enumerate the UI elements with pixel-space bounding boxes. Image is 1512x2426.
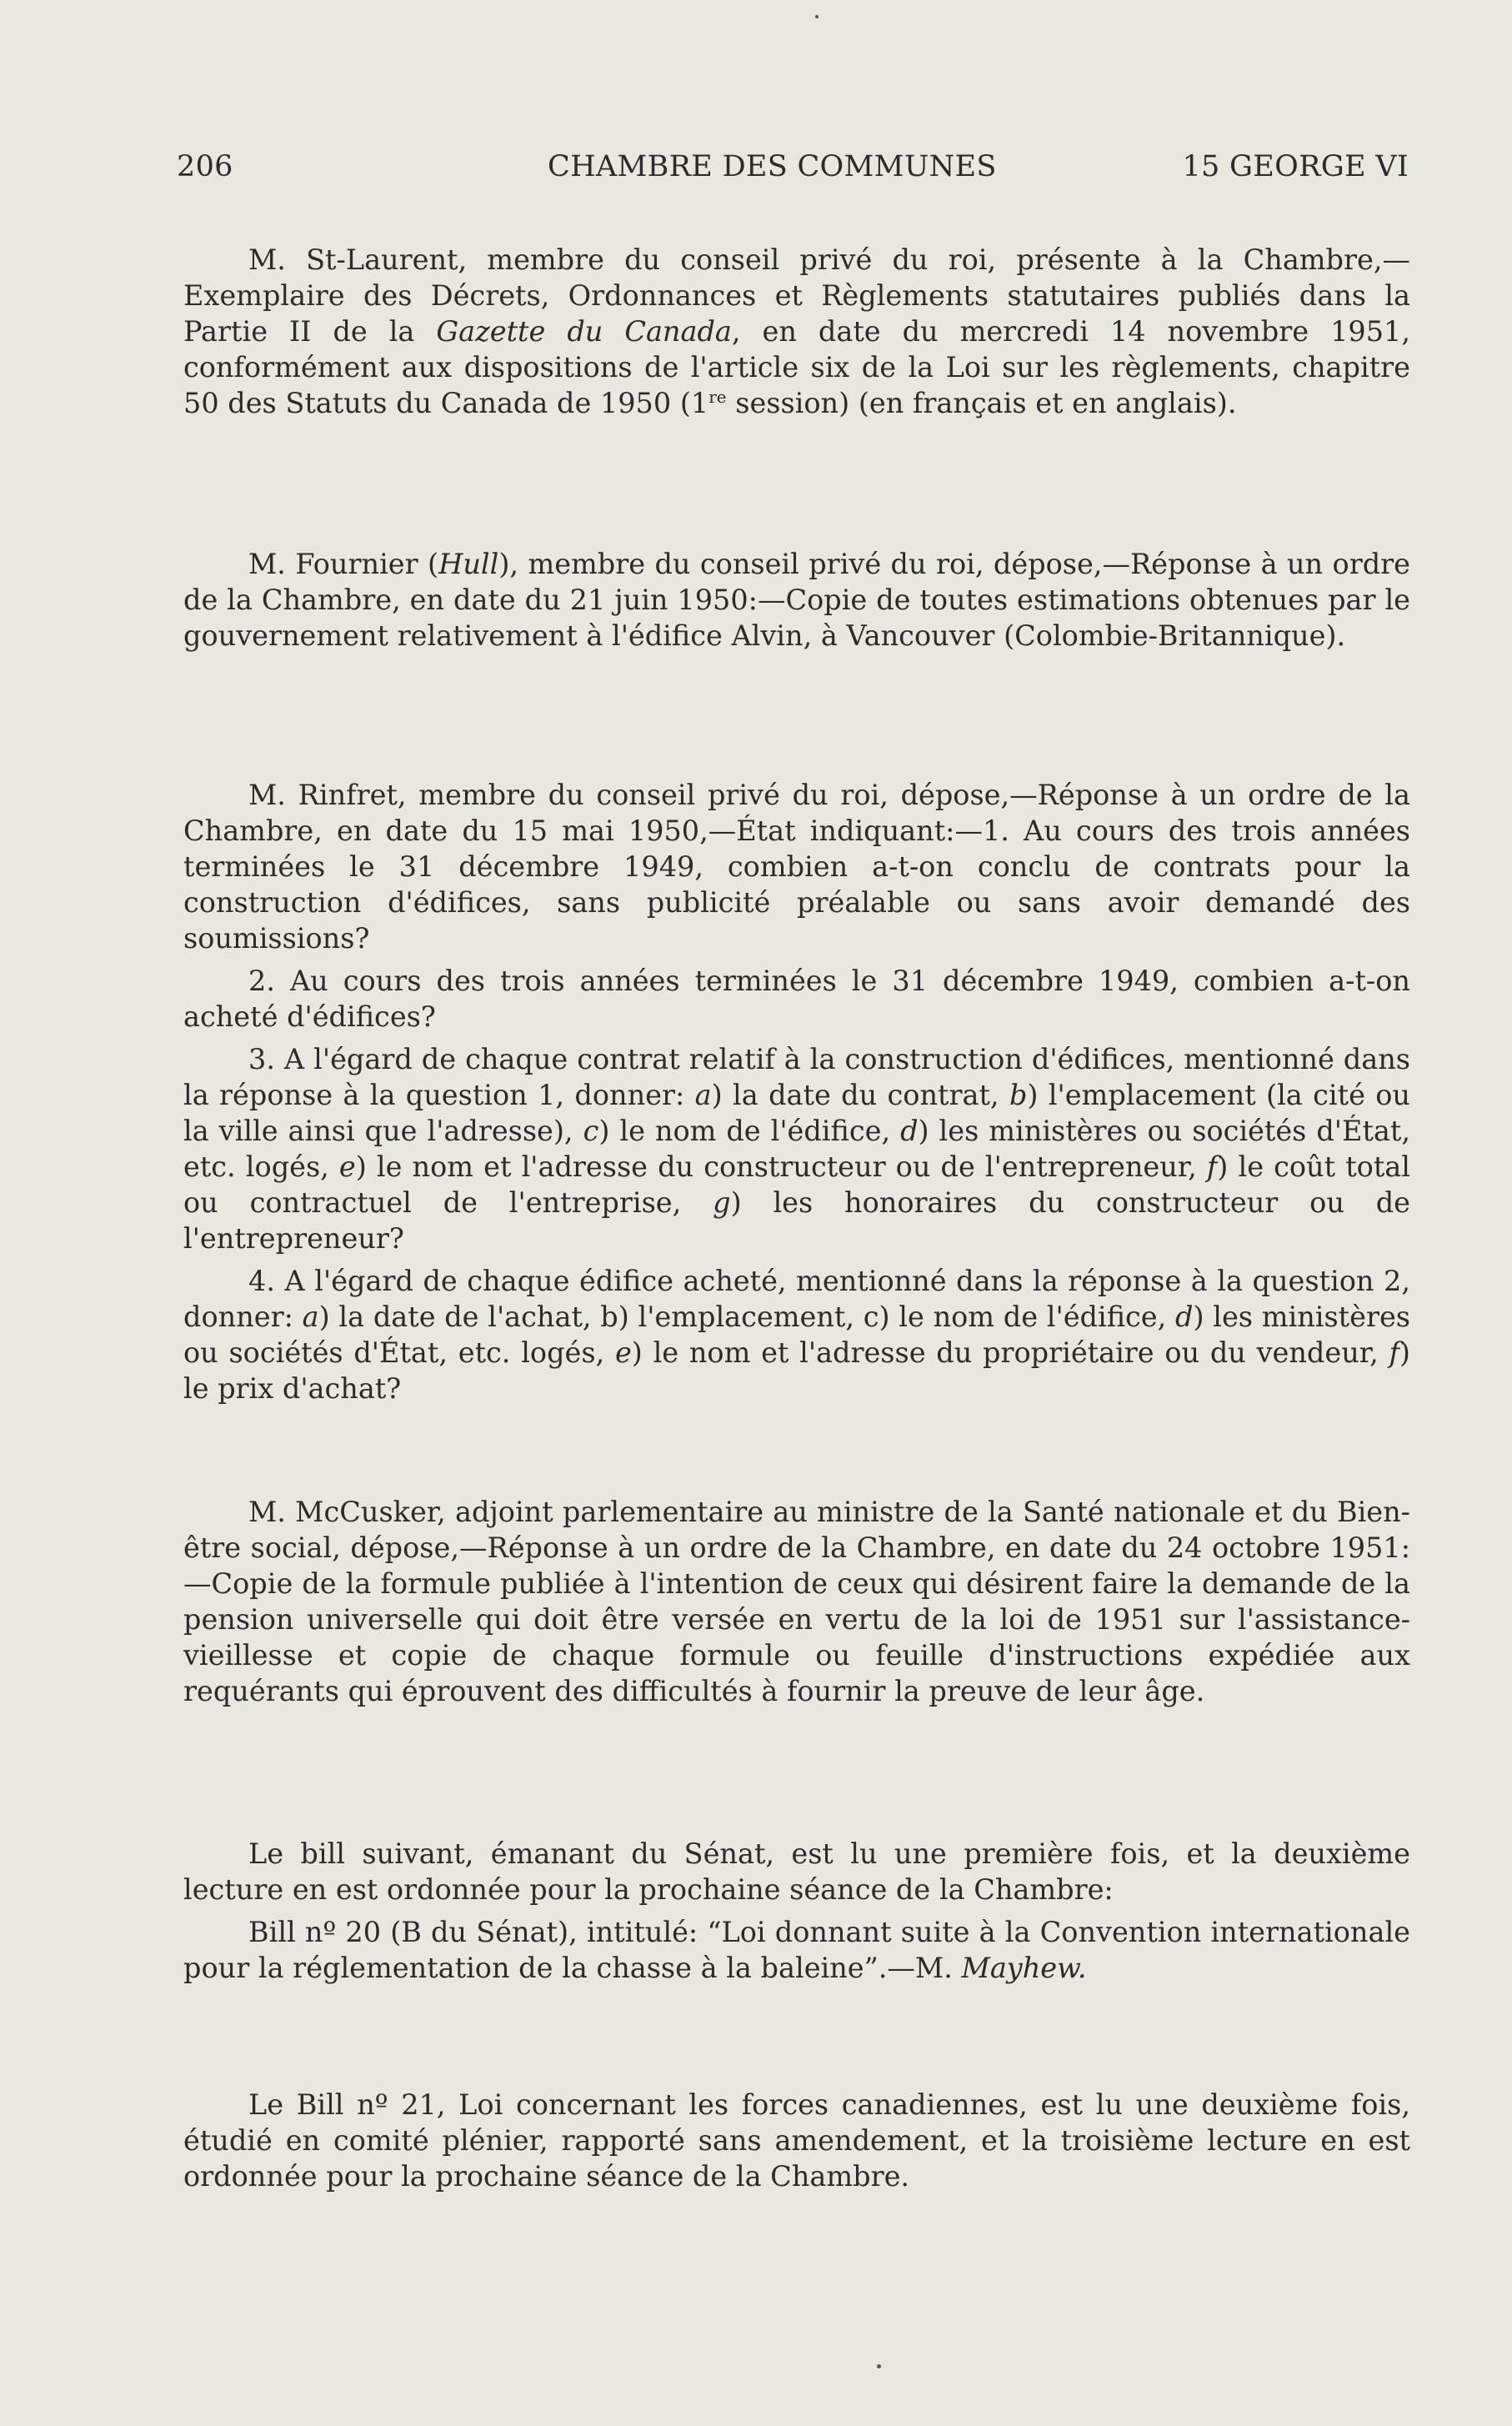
header-title: CHAMBRE DES COMMUNES [548,150,997,183]
entry-bill-21 [183,2087,1410,2194]
paragraph-senate-bill-intro: Le bill suivant, émanant du Sénat, est lu une première fois, et la deuxième lecture en est ordonnée pour la prochaine séance de la Chambre: [183,1837,1410,1906]
header-regnal-year: 15 GEORGE VI [1182,150,1409,183]
paragraph-fournier: M. Fournier (Hull), membre du conseil privé du roi, dépose,—Réponse à un ordre de la Chambre, en date du 21 juin 1950:—Copie de toutes estimations obtenues par le gouvernement relativement à l'édifice Alvin, à Vancouver (Colombie-Britannique). [183,548,1410,652]
question-4: 4. A l'égard de chaque édifice acheté, mentionné dans la réponse à la question 2, donner: a) la date de l'achat, b) l'emplacement, c) le nom de l'édifice, d) les ministères ou sociétés d'État, etc. logés, e) le nom et l'adresse du propriétaire ou du vendeur, f) le prix d'achat? [183,1265,1410,1405]
speck-bottom [877,2364,881,2368]
paragraph-bill-21: Le Bill nº 21, Loi concernant les forces canadiennes, est lu une deuxième fois, étudié en comité plénier, rapporté sans amendement, et la troisième lecture en est ordonnée pour la prochaine séance de la Chambre. [183,2088,1410,2193]
entry-st-laurent [183,242,1410,421]
entry-mccusker [183,1494,1410,1709]
entry-rinfret [183,777,1410,1406]
entry-fournier [183,546,1410,654]
speck-top [815,15,819,18]
page-number: 206 [177,150,233,183]
question-2: 2. Au cours des trois années terminées le 31 décembre 1949, combien a-t-on acheté d'édifices? [183,965,1410,1033]
paragraph-mccusker: M. McCusker, adjoint parlementaire au ministre de la Santé nationale et du Bien-être social, dépose,—Réponse à un ordre de la Chambre, en date du 24 octobre 1951:—Copie de la formule publiée à l'intention de ceux qui désirent faire la demande de la pension universelle qui doit être versée en vertu de la loi de 1951 sur l'assistance-vieillesse et copie de chaque formule ou feuille d'instructions expédiée aux requérants qui éprouvent des difficultés à fournir la preuve de leur âge. [183,1496,1410,1707]
paragraph-rinfret-intro: M. Rinfret, membre du conseil privé du roi, dépose,—Réponse à un ordre de la Chambre, en date du 15 mai 1950,—État indiquant:—1. Au cours des trois années terminées le 31 décembre 1949, combien a-t-on conclu de contrats pour la construction d'édifices, sans publicité préalable ou sans avoir demandé des soumissions? [183,779,1410,955]
running-header [177,150,1409,188]
entry-bill-20 [183,1836,1410,1986]
paragraph-st-laurent: M. St-Laurent, membre du conseil privé du roi, présente à la Chambre,—Exemplaire des Décrets, Ordonnances et Règlements statutaires publiés dans la Partie II de la Gazette du Canada, en date du mercredi 14 novembre 1951, conformément aux dispositions de l'article six de la Loi sur les règlements, chapitre 50 des Statuts du Canada de 1950 (1re session) (en français et en anglais). [183,243,1410,419]
question-3: 3. A l'égard de chaque contrat relatif à la construction d'édifices, mentionné dans la réponse à la question 1, donner: a) la date du contrat, b) l'emplacement (la cité ou la ville ainsi que l'adresse), c) le nom de l'édifice, d) les ministères ou sociétés d'État, etc. logés, e) le nom et l'adresse du constructeur ou de l'entrepreneur, f) le coût total ou contractuel de l'entreprise, g) les honoraires du constructeur ou de l'entrepreneur? [183,1043,1410,1255]
paragraph-bill-20: Bill nº 20 (B du Sénat), intitulé: “Loi donnant suite à la Convention internationale pour la réglementation de la chasse à la baleine”.—M. Mayhew. [183,1916,1410,1984]
